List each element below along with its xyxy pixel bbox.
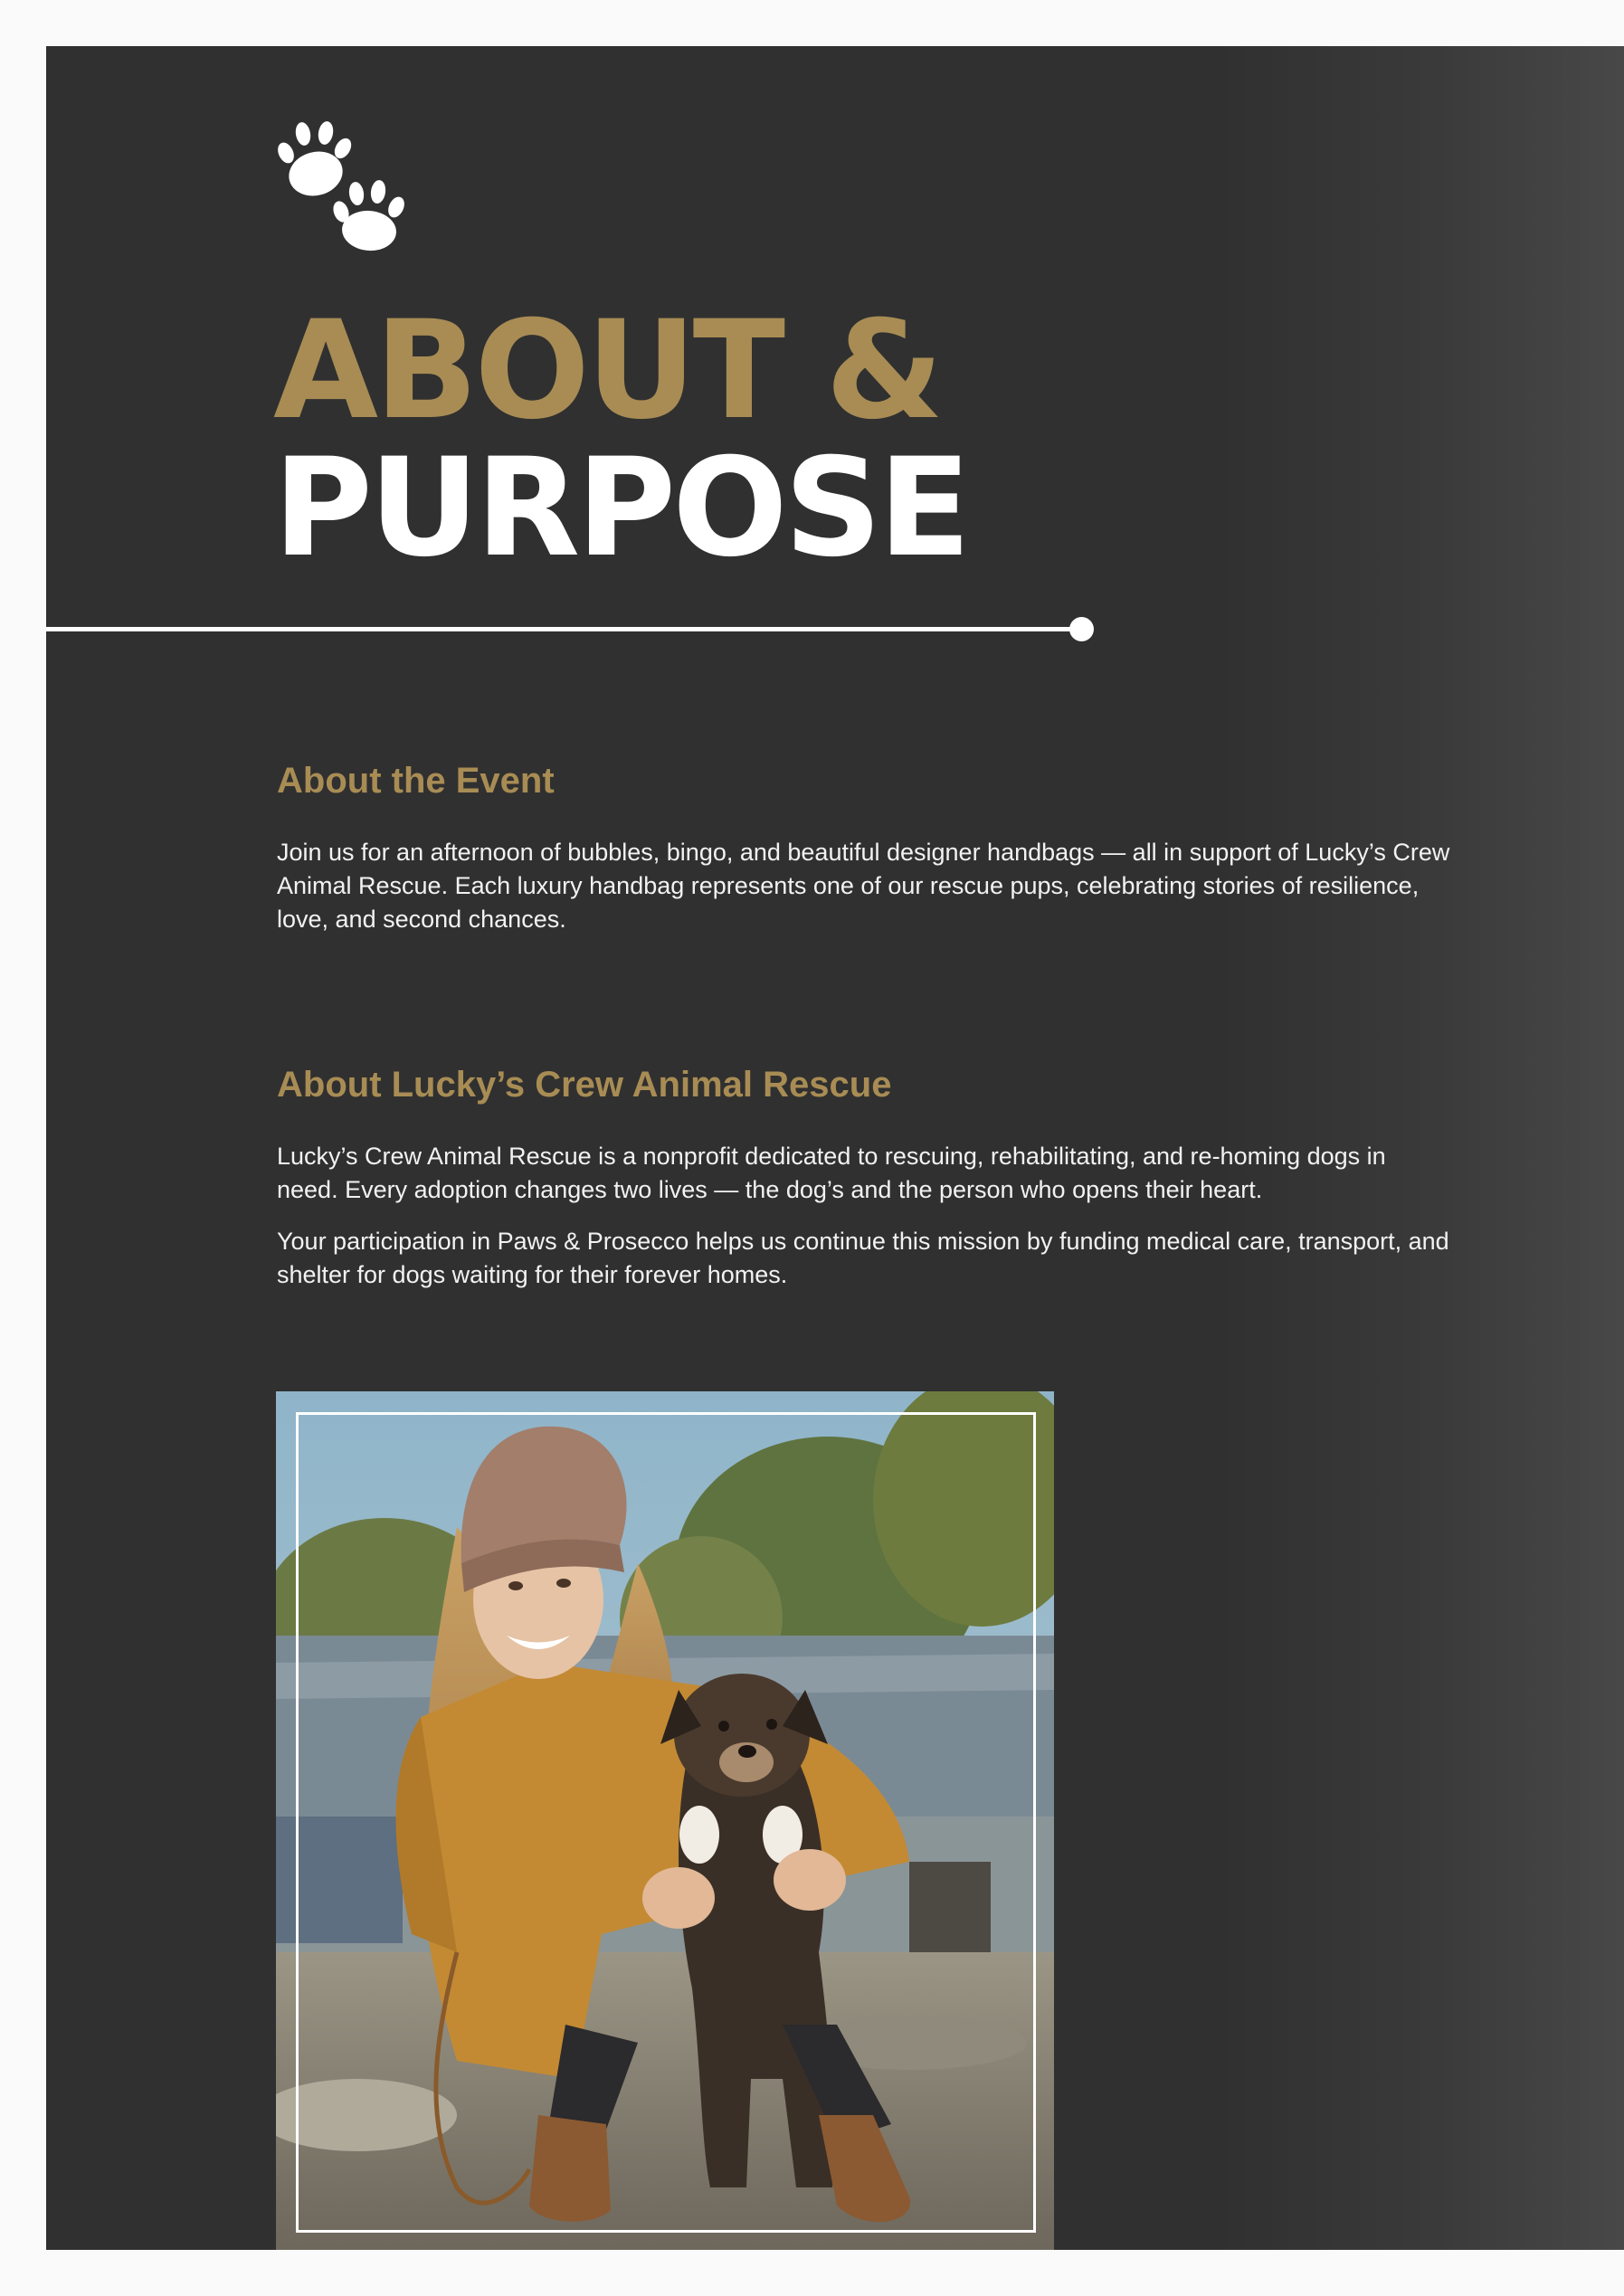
woman-with-puppy-photo xyxy=(276,1391,1054,2250)
title-line-purpose: PURPOSE xyxy=(273,430,968,587)
about-rescue-heading: About Lucky’s Crew Animal Rescue xyxy=(277,1065,892,1105)
about-event-heading: About the Event xyxy=(277,761,555,801)
about-rescue-paragraph-2: Your participation in Paws & Prosecco helps us continue this mission by funding medical care, transport, and shelter for dogs waiting for their forever homes. xyxy=(277,1228,1449,1288)
document-page xyxy=(46,46,1624,2250)
page-title xyxy=(273,292,968,587)
paw-prints-icon xyxy=(275,121,406,252)
divider-dot xyxy=(1069,617,1094,641)
divider-line xyxy=(46,627,1080,631)
about-rescue-paragraph-1: Lucky’s Crew Animal Rescue is a nonprofit dedicated to rescuing, rehabilitating, and re-homing dogs in need. Every adoption changes two lives — the dog’s and the person who opens their heart. xyxy=(277,1143,1386,1203)
title-line-about: ABOUT & xyxy=(273,292,941,450)
about-event-body: Join us for an afternoon of bubbles, bingo, and beautiful designer handbags — all in support of Lucky’s Crew Animal Rescue. Each luxury handbag represents one of our rescue pups, celebrating stories of resilience, love, and second chances. xyxy=(277,839,1450,933)
